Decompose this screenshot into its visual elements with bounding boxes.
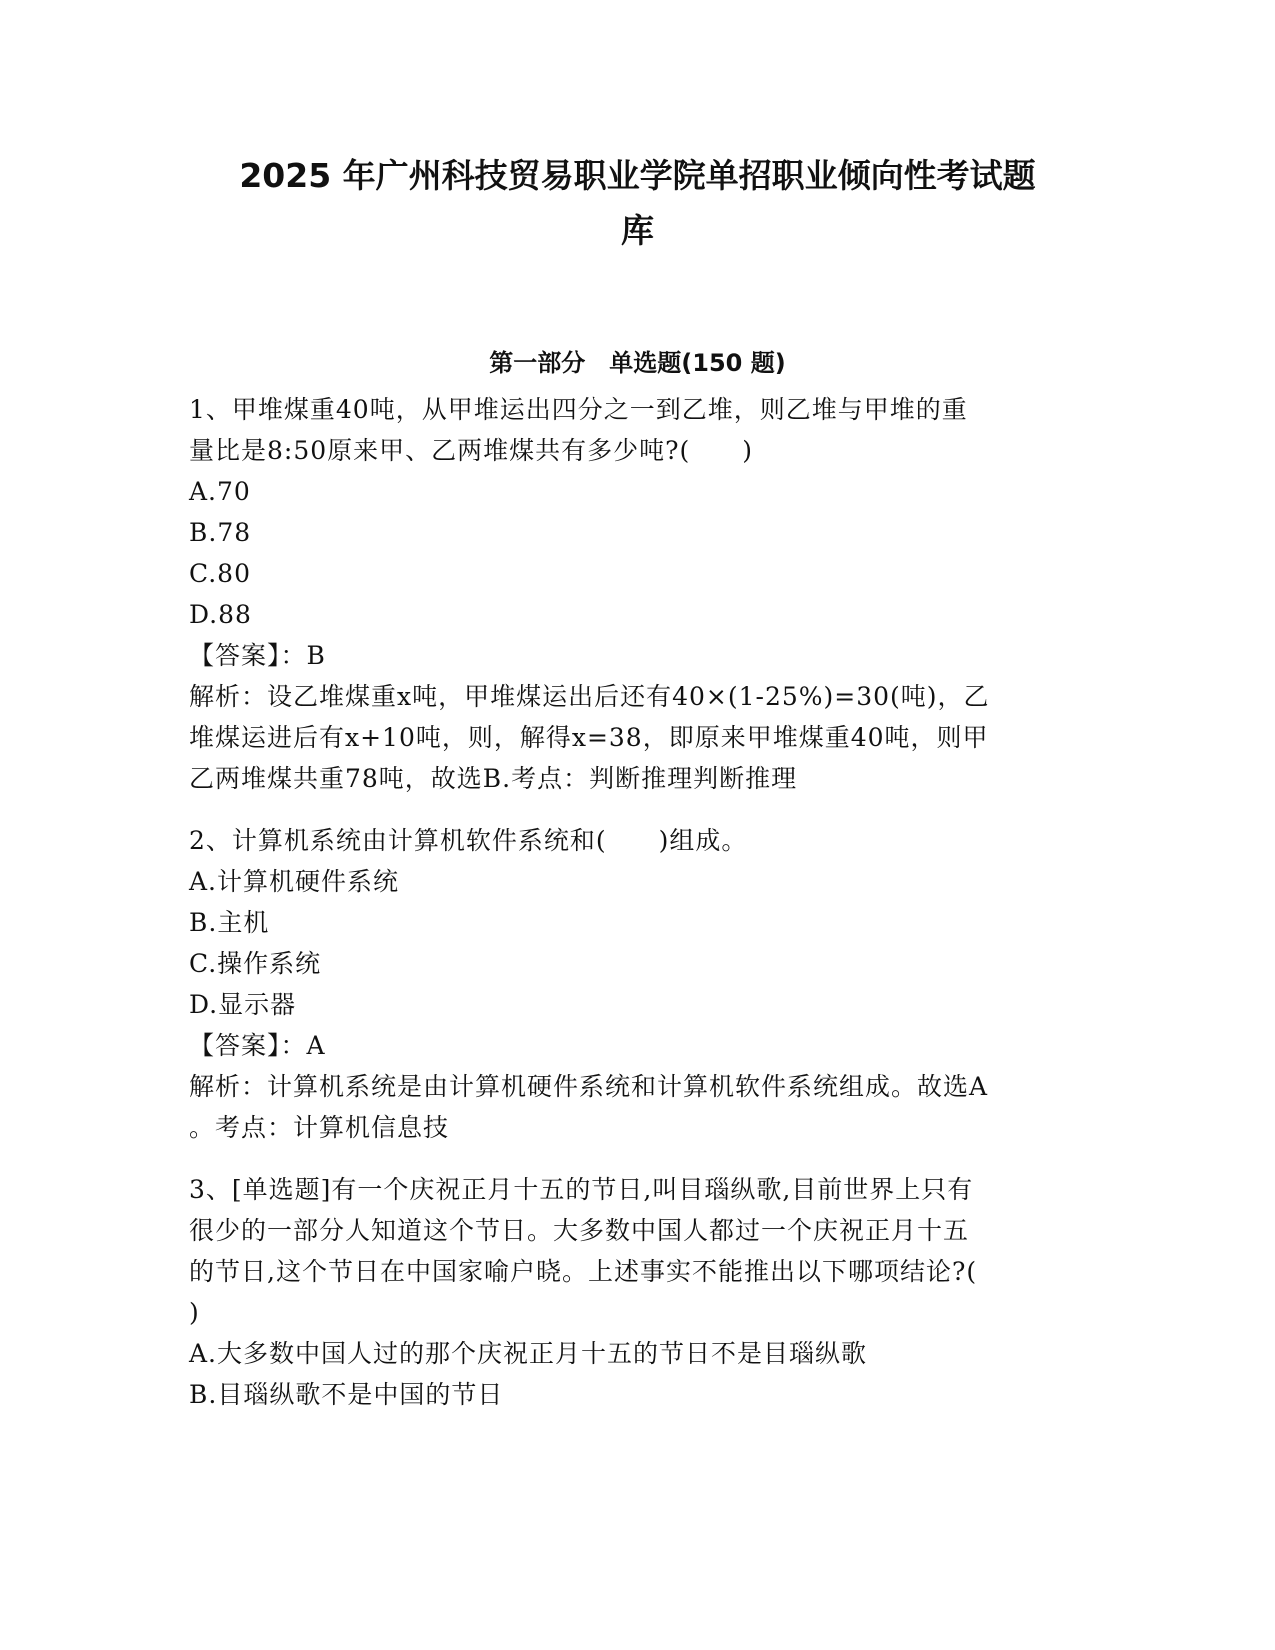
- question-1-stem-line-2: 量比是8:50原来甲、乙两堆煤共有多少吨?( ): [189, 436, 754, 465]
- document-title-line-2: 库: [621, 211, 654, 250]
- question-2-analysis-line-2: 。考点：计算机信息技: [189, 1113, 450, 1142]
- question-3-stem-line-3: 的节日,这个节日在中国家喻户晓。上述事实不能推出以下哪项结论?(: [189, 1257, 978, 1286]
- question-1-answer: 【答案】：B: [189, 641, 326, 670]
- question-1-option-c: C.80: [189, 559, 251, 588]
- section-heading: 第一部分 单选题(150 题): [489, 349, 786, 377]
- question-2-analysis-line-1: 解析：计算机系统是由计算机硬件系统和计算机软件系统组成。故选A: [189, 1072, 989, 1101]
- question-2-answer: 【答案】：A: [189, 1031, 326, 1060]
- question-1-option-d: D.88: [189, 600, 252, 629]
- question-3-stem-line-4: ): [189, 1298, 200, 1327]
- question-1-analysis-line-1: 解析：设乙堆煤重x吨，甲堆煤运出后还有40×(1-25%)=30(吨)，乙: [189, 682, 990, 711]
- question-3-stem-line-2: 很少的一部分人知道这个节日。大多数中国人都过一个庆祝正月十五: [189, 1216, 970, 1245]
- document-title-line-1: 2025 年广州科技贸易职业学院单招职业倾向性考试题: [239, 156, 1036, 195]
- question-1-stem-line-1: 1、甲堆煤重40吨，从甲堆运出四分之一到乙堆，则乙堆与甲堆的重: [189, 395, 968, 424]
- question-2-option-d: D.显示器: [189, 990, 297, 1019]
- question-1-option-a: A.70: [189, 477, 251, 506]
- question-2-option-a: A.计算机硬件系统: [189, 867, 400, 896]
- question-3-stem-line-1: 3、[单选题]有一个庆祝正月十五的节日,叫目瑙纵歌,目前世界上只有: [189, 1175, 974, 1204]
- question-1-analysis-line-3: 乙两堆煤共重78吨，故选B.考点：判断推理判断推理: [189, 764, 798, 793]
- question-3-option-a: A.大多数中国人过的那个庆祝正月十五的节日不是目瑙纵歌: [189, 1339, 868, 1368]
- question-1-option-b: B.78: [189, 518, 252, 547]
- question-2-option-b: B.主机: [189, 908, 270, 937]
- question-2-stem-line-1: 2、计算机系统由计算机软件系统和( )组成。: [189, 826, 748, 855]
- question-1-analysis-line-2: 堆煤运进后有x+10吨，则，解得x=38，即原来甲堆煤重40吨，则甲: [189, 723, 989, 752]
- question-3-option-b: B.目瑙纵歌不是中国的节日: [189, 1380, 504, 1409]
- question-2-option-c: C.操作系统: [189, 949, 322, 978]
